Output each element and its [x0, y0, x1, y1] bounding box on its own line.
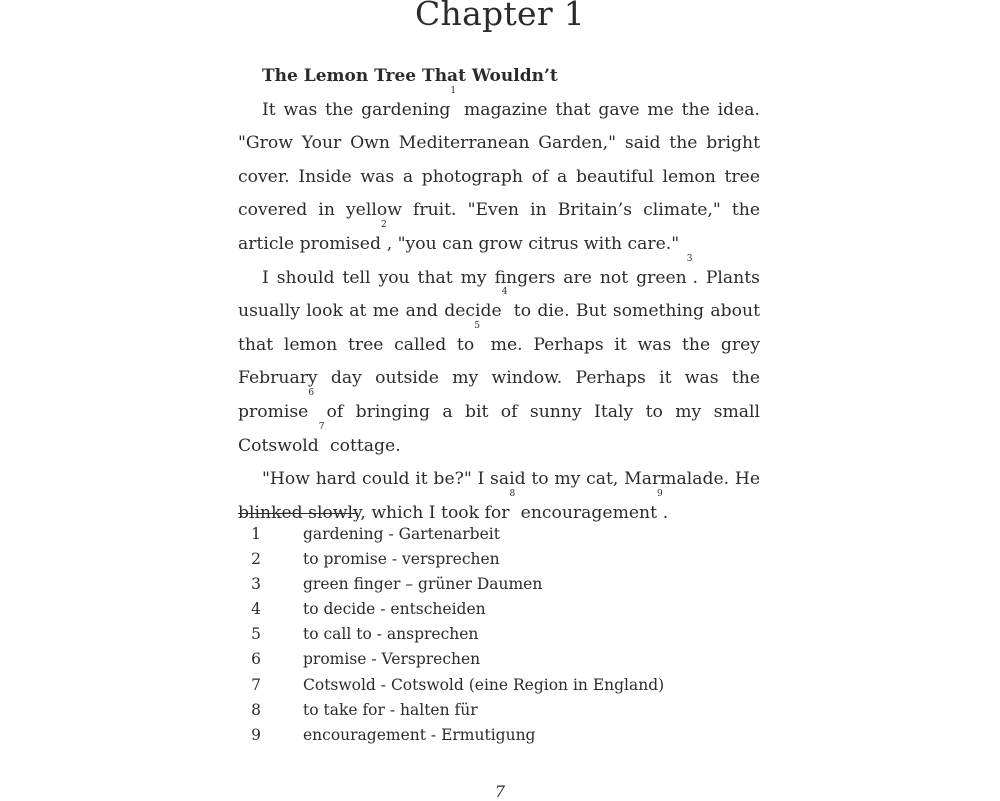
text-segment: magazine that gave me the idea. "Grow Your Own Mediterranean Garden," said the bright cover. Inside was a photograph of a beautiful lemon tree covered in yellow fruit. "Even in Britain’s climate," the article promised: [238, 99, 760, 254]
footnote-text: to decide - entscheiden: [303, 600, 486, 619]
text-segment: encouragement: [515, 502, 658, 523]
footnote-text: to promise - versprechen: [303, 550, 500, 569]
footnote-item: [238, 547, 798, 572]
footnote-ref[interactable]: 9: [657, 488, 663, 499]
text-segment: me. Perhaps it was the grey February day outside my window. Perhaps it was the promise: [238, 334, 760, 422]
footnote-text: encouragement - Ermutigung: [303, 725, 536, 744]
footnote-item: [238, 673, 798, 698]
footnote-text: green finger – grüner Daumen: [303, 575, 543, 594]
footnote-item: [238, 622, 798, 647]
chapter-title: Chapter 1: [414, 0, 586, 33]
text-segment: "How hard could it be?" I said to my cat, Marmalade. He blinked slowly, which I took for: [238, 469, 760, 523]
footnote-text: Cotswold - Cotswold (eine Region in England): [303, 675, 665, 694]
footnote-ref[interactable]: 6: [308, 387, 315, 398]
footnotes-list: [238, 522, 798, 748]
footnote-ref[interactable]: 1: [450, 85, 457, 96]
paragraph: [238, 463, 760, 530]
footnote-text: promise - Versprechen: [303, 650, 481, 669]
footnote-number: 2: [251, 550, 261, 569]
text-segment: cottage.: [324, 435, 401, 456]
footnote-item: [238, 597, 798, 622]
footnote-text: to call to - ansprechen: [303, 625, 479, 644]
page-number: 7: [494, 782, 506, 801]
footnote-item: [238, 723, 798, 748]
text-segment: of bringing a bit of sunny Italy to my small Cotswold: [238, 401, 760, 456]
footnote-ref[interactable]: 8: [509, 488, 516, 499]
footnote-item: [238, 647, 798, 672]
paragraph: [238, 253, 760, 464]
paragraph: [238, 85, 760, 262]
footnote-ref[interactable]: 3: [686, 253, 693, 264]
section-heading: The Lemon Tree That Wouldn’t: [262, 66, 558, 86]
text-segment: It was the gardening: [262, 99, 451, 120]
footnote-divider: [238, 513, 358, 514]
text-segment: to die. But something about that lemon tree called to: [238, 301, 760, 355]
footnote-text: gardening - Gartenarbeit: [303, 525, 500, 543]
footnote-ref[interactable]: 4: [501, 287, 508, 298]
footnote-number: 4: [251, 600, 261, 619]
footnote-number: 5: [251, 625, 261, 644]
text-segment: I should tell you that my fingers are not green: [262, 267, 687, 288]
footnote-number: 8: [251, 700, 261, 719]
footnote-number: 6: [251, 650, 261, 669]
footnote-number: 7: [251, 675, 261, 694]
footnote-text: to take for - halten für: [303, 700, 478, 719]
footnote-number: 3: [251, 575, 261, 594]
footnote-item: [238, 698, 798, 723]
footnote-ref[interactable]: 5: [474, 320, 480, 331]
text-segment: , "you can grow citrus with care.": [386, 233, 680, 254]
footnote-ref[interactable]: 7: [318, 421, 325, 432]
footnote-number: 9: [251, 725, 261, 744]
text-segment: . Plants usually look at me and decide: [238, 267, 760, 322]
footnote-ref[interactable]: 2: [380, 219, 387, 230]
footnote-item: [238, 522, 798, 547]
footnote-number: 1: [251, 525, 261, 543]
footnote-item: [238, 572, 798, 597]
text-segment: .: [662, 502, 669, 523]
body-text: [238, 60, 760, 530]
